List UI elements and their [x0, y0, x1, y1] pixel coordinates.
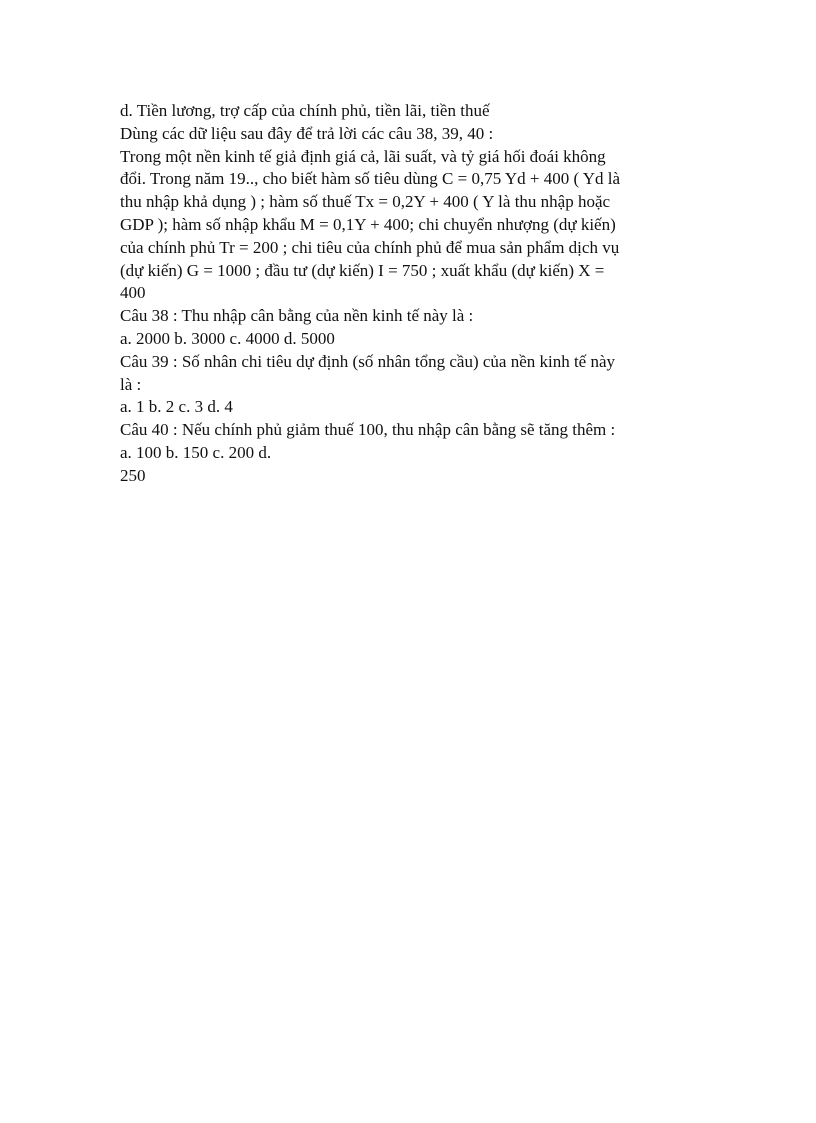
text-line: Trong một nền kinh tế giả định giá cả, lãi suất, và tỷ giá hối đoái không	[120, 146, 606, 166]
text-line: GDP ); hàm số nhập khẩu M = 0,1Y + 400; chi chuyển nhượng (dự kiến)	[120, 214, 616, 234]
text-line: là :	[120, 374, 142, 394]
text-line: của chính phủ Tr = 200 ; chi tiêu của chính phủ để mua sản phẩm dịch vụ	[120, 237, 620, 257]
answers-39: a. 1 b. 2 c. 3 d. 4	[120, 397, 233, 417]
answers-40: a. 100 b. 150 c. 200 d.	[120, 442, 272, 462]
text-line: 250	[120, 465, 146, 485]
text-line: (dự kiến) G = 1000 ; đầu tư (dự kiến) I = 750 ; xuất khẩu (dự kiến) X =	[120, 260, 605, 280]
document-body	[120, 100, 680, 488]
text-line: Dùng các dữ liệu sau đây để trả lời các câu 38, 39, 40 :	[120, 123, 494, 143]
text-line: 400	[120, 283, 146, 303]
text-line: thu nhập khả dụng ) ; hàm số thuế Tx = 0,2Y + 400 ( Y là thu nhập hoặc	[120, 192, 611, 212]
question-38: Câu 38 : Thu nhập cân bằng của nền kinh tế này là :	[120, 306, 474, 326]
answers-38: a. 2000 b. 3000 c. 4000 d. 5000	[120, 328, 335, 348]
text-line: d. Tiền lương, trợ cấp của chính phủ, tiền lãi, tiền thuế	[120, 101, 490, 120]
text-line: đổi. Trong năm 19.., cho biết hàm số tiêu dùng C = 0,75 Yd + 400 ( Yd là	[120, 169, 621, 189]
question-39: Câu 39 : Số nhân chi tiêu dự định (số nhân tổng cầu) của nền kinh tế này	[120, 351, 616, 371]
question-40: Câu 40 : Nếu chính phủ giảm thuế 100, thu nhập cân bằng sẽ tăng thêm :	[120, 420, 616, 440]
